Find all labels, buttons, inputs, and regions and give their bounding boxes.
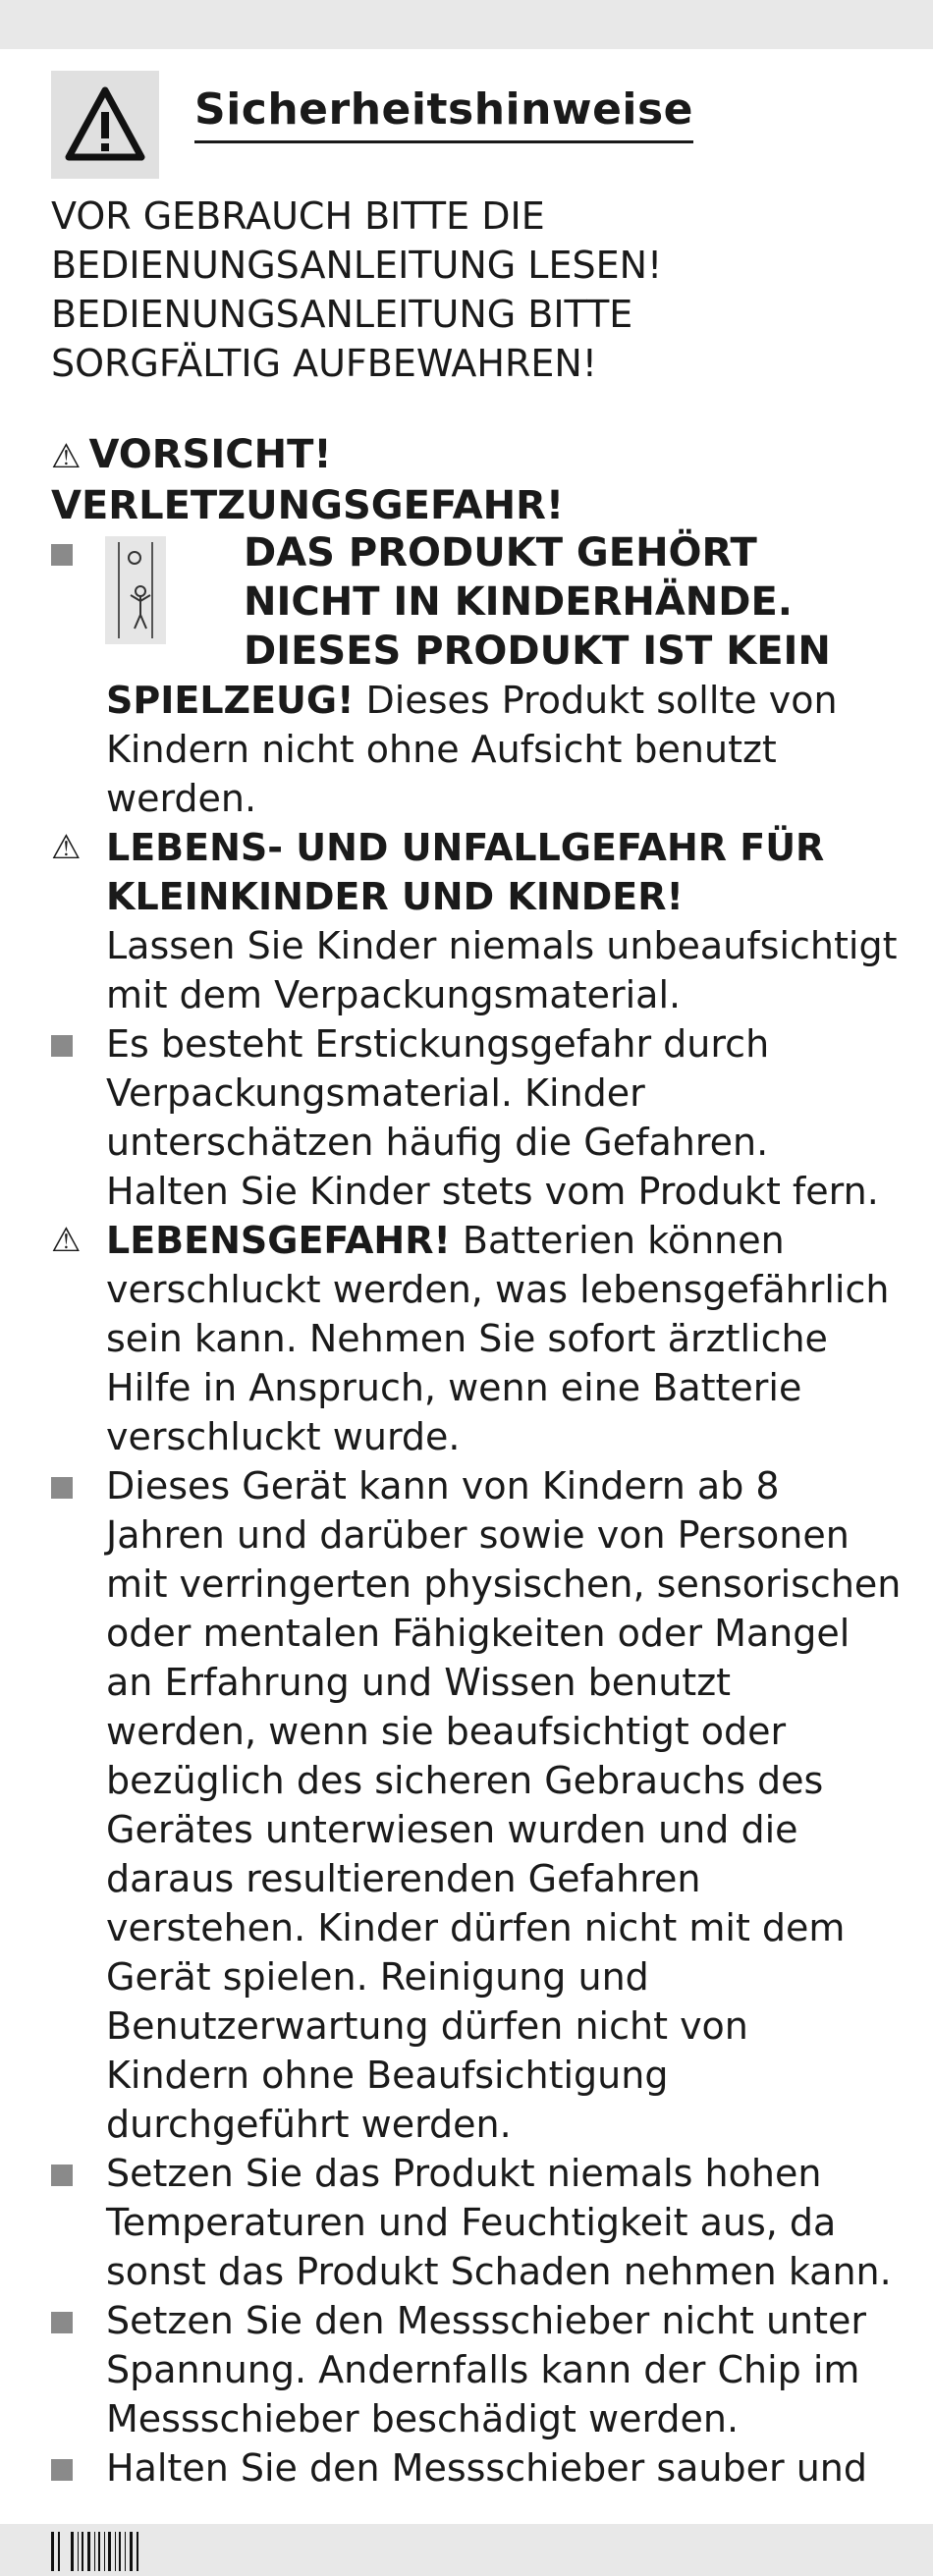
page-title: Sicherheitshinweise [194, 84, 693, 143]
list-item-children-hands: DAS PRODUKT GEHÖRT NICHT IN KINDERHÄNDE. DIESES PRODUKT IST KEIN SPIELZEUG! Dieses Produkt sollte von Kindern nicht ohne Aufsicht benutzt werden. [51, 528, 896, 823]
warning-triangle-icon: ⚠ [51, 1221, 82, 1260]
list-item-voltage: Setzen Sie den Messschieber nicht unter Spannung. Andernfalls kann der Chip im Messschieber beschädigt werden. [51, 2296, 896, 2443]
warning-triangle-icon: ⚠ [51, 828, 82, 867]
caution-heading: ⚠ VORSICHT! VERLETZUNGSGEFAHR! [51, 432, 565, 528]
bottom-bar [0, 2524, 933, 2576]
bullet-square [51, 2312, 73, 2333]
bullet-square [51, 2165, 73, 2186]
bullet-square [51, 1477, 73, 1499]
list-item-clean: Halten Sie den Messschieber sauber und [51, 2443, 896, 2493]
barcode-icon [51, 2532, 179, 2571]
bullet-square [51, 544, 73, 566]
bullet-square [51, 2459, 73, 2481]
intro-text: VOR GEBRAUCH BITTE DIE BEDIENUNGSANLEITUNG LESEN! BEDIENUNGSANLEITUNG BITTE SORGFÄLTIG AUFBEWAHREN! [51, 194, 663, 385]
list-item-suffocation: Es besteht Erstickungsgefahr durch Verpackungsmaterial. Kinder unterschätzen häufig die Gefahren. Halten Sie Kinder stets vom Produkt fern. [51, 1019, 896, 1216]
top-bar [0, 0, 933, 49]
warning-triangle-icon: ⚠ [51, 437, 82, 476]
warning-triangle-icon [51, 71, 159, 179]
list-item-temperature: Setzen Sie das Produkt niemals hohen Temperaturen und Feuchtigkeit aus, da sonst das Produkt Schaden nehmen kann. [51, 2149, 896, 2296]
child-hazard-icon [105, 536, 166, 644]
list-item-battery-danger: ⚠ LEBENSGEFAHR! Batterien können verschluckt werden, was lebensgefährlich sein kann. Nehmen Sie sofort ärztliche Hilfe in Anspruch, wenn eine Batterie verschluckt wurde. [51, 1216, 896, 1461]
list-item-device-children: Dieses Gerät kann von Kindern ab 8 Jahren und darüber sowie von Personen mit verringerten physischen, sensorischen oder mentalen Fähigkeiten oder Mangel an Erfahrung und Wissen benutzt werden, wenn sie beaufsichtigt oder bezüglich des sicheren Gebrauchs des Gerätes unterwiesen wurden und die daraus resultierenden Gefahren verstehen. Kinder dürfen nicht mit dem Gerät spielen. Reinigung und Benutzerwartung dürfen nicht von Kindern ohne Beaufsichtigung durchgeführt werden. [51, 1461, 896, 2149]
list-item-life-danger-children: ⚠ LEBENS- UND UNFALLGEFAHR FÜR KLEINKINDER UND KINDER! Lassen Sie Kinder niemals unbeaufsichtigt mit dem Verpackungsmaterial. [51, 823, 896, 1019]
bullet-square [51, 1035, 73, 1057]
